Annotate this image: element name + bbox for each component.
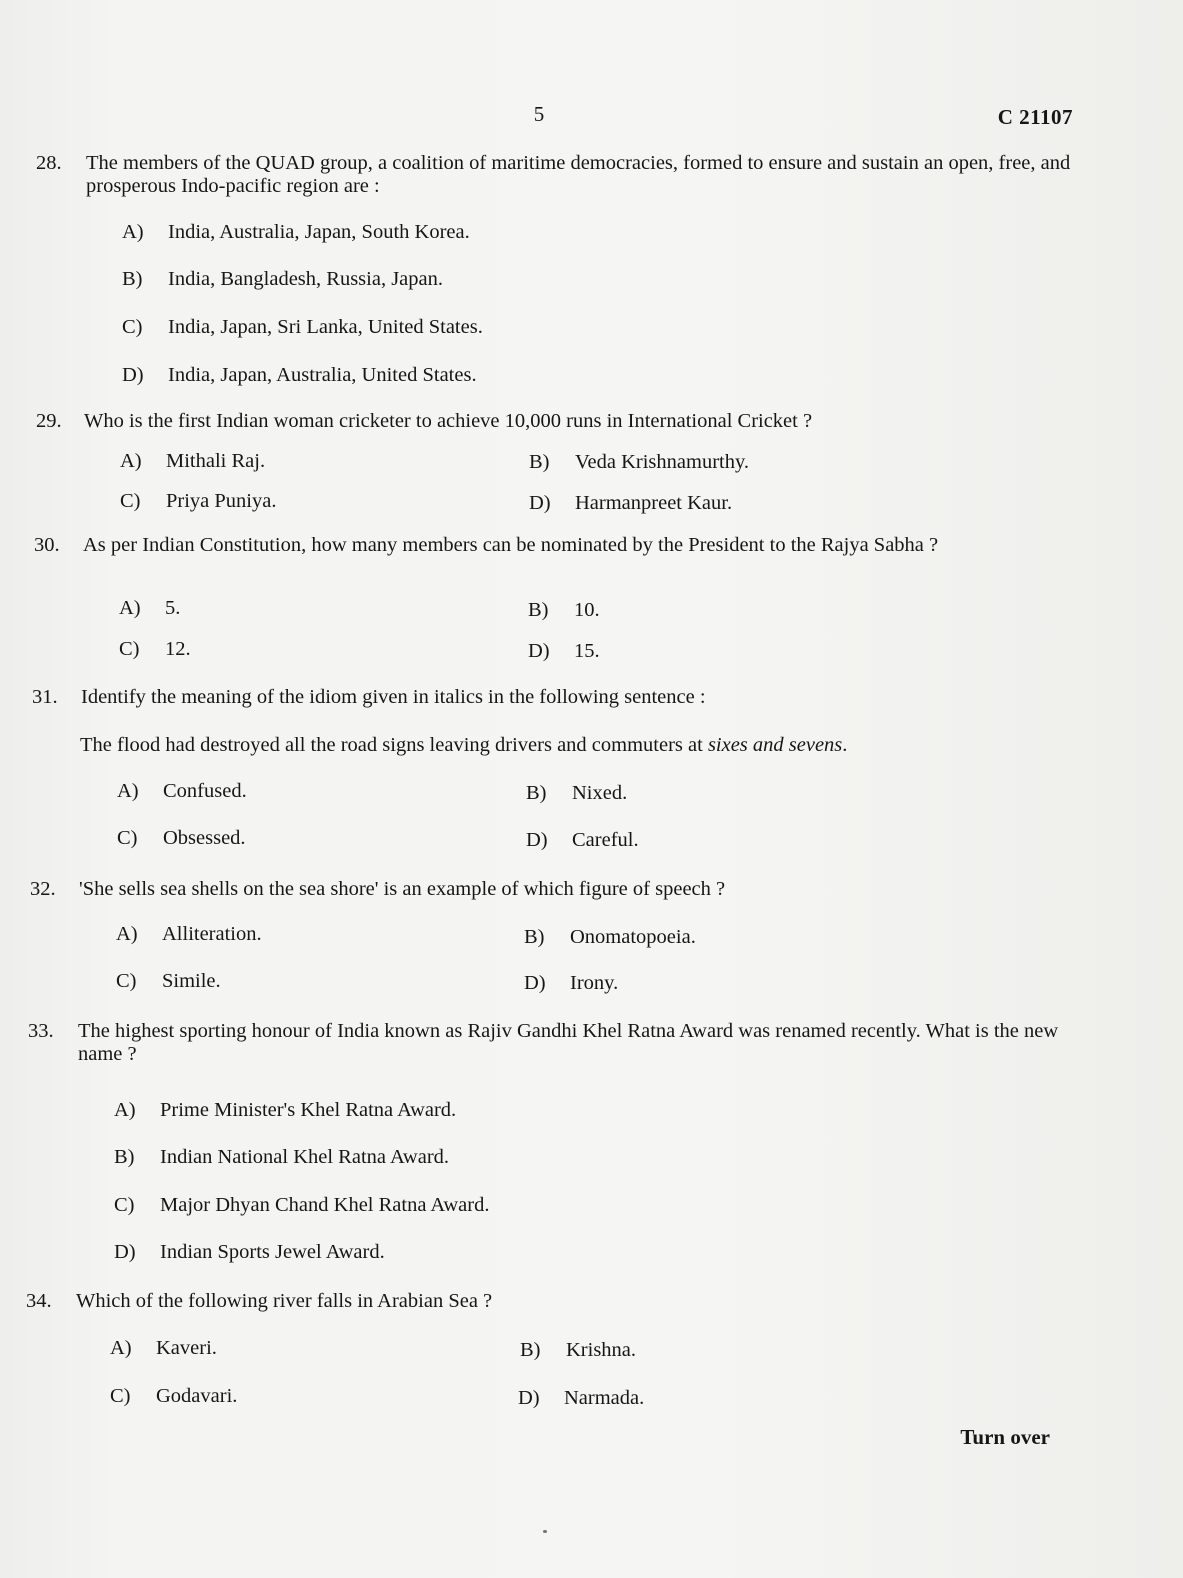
question-33 xyxy=(28,1020,1068,1070)
idiom-sentence: The flood had destroyed all the road signs leaving drivers and commuters at sixes and sevens. xyxy=(80,734,848,756)
question-text: 'She sells sea shells on the sea shore' is an example of which figure of speech ? xyxy=(79,878,726,900)
option-a: A) 5. xyxy=(119,597,181,619)
option-a: A) India, Australia, Japan, South Korea. xyxy=(122,221,470,243)
turn-over-note: Turn over xyxy=(960,1425,1050,1449)
option-d: D) Narmada. xyxy=(518,1387,645,1409)
question-31 xyxy=(32,686,1072,712)
scan-speck xyxy=(543,1530,547,1533)
option-a: A) Alliteration. xyxy=(116,923,262,945)
question-30 xyxy=(34,534,1074,584)
option-c: C) Priya Puniya. xyxy=(120,490,277,512)
option-b: B) Onomatopoeia. xyxy=(524,926,696,948)
paper-code: C 21107 xyxy=(997,105,1073,129)
question-32 xyxy=(30,878,1070,904)
page-number: 5 xyxy=(533,102,545,126)
option-c: C) India, Japan, Sri Lanka, United States. xyxy=(122,316,483,338)
idiom-italic: sixes and sevens xyxy=(707,734,843,756)
option-a: A) Mithali Raj. xyxy=(120,450,266,472)
option-a: A) Prime Minister's Khel Ratna Award. xyxy=(114,1099,457,1121)
question-number: 33. xyxy=(28,1020,54,1042)
option-c: C) Godavari. xyxy=(110,1385,238,1407)
question-text: The highest sporting honour of India known as Rajiv Gandhi Khel Ratna Award was renamed recently. What is the new name ? xyxy=(78,1020,1059,1065)
option-b: B) Indian National Khel Ratna Award. xyxy=(114,1146,450,1168)
option-d: D) Irony. xyxy=(524,972,619,994)
option-b: B) Nixed. xyxy=(526,782,628,804)
option-c: C) 12. xyxy=(119,638,191,660)
option-b: B) Krishna. xyxy=(520,1339,637,1361)
option-b: B) Veda Krishnamurthy. xyxy=(529,451,750,473)
question-number: 31. xyxy=(32,686,58,708)
option-d: D) Harmanpreet Kaur. xyxy=(529,492,733,514)
option-b: B) India, Bangladesh, Russia, Japan. xyxy=(122,268,443,290)
question-number: 30. xyxy=(34,534,60,556)
option-d: D) Indian Sports Jewel Award. xyxy=(114,1241,385,1263)
option-c: C) Simile. xyxy=(116,970,221,992)
option-a: A) Kaveri. xyxy=(110,1337,217,1359)
question-text: The members of the QUAD group, a coalition of maritime democracies, formed to ensure and sustain an open, free, and prosperous Indo-pacific region are : xyxy=(86,152,1071,197)
question-text: Who is the first Indian woman cricketer to achieve 10,000 runs in International Cricket ? xyxy=(84,410,813,432)
option-c: C) Major Dhyan Chand Khel Ratna Award. xyxy=(114,1194,490,1216)
option-b: B) 10. xyxy=(528,599,600,621)
option-a: A) Confused. xyxy=(117,780,247,802)
option-d: D) India, Japan, Australia, United States. xyxy=(122,364,477,386)
question-text: Identify the meaning of the idiom given in italics in the following sentence : xyxy=(81,686,706,708)
question-34 xyxy=(26,1290,1066,1316)
question-28 xyxy=(36,152,1076,202)
option-d: D) Careful. xyxy=(526,829,639,851)
question-text: Which of the following river falls in Arabian Sea ? xyxy=(76,1290,493,1312)
question-number: 28. xyxy=(36,152,62,174)
option-c: C) Obsessed. xyxy=(117,827,246,849)
question-text: As per Indian Constitution, how many members can be nominated by the President to the Rajya Sabha ? xyxy=(83,534,939,556)
question-29 xyxy=(36,410,1076,436)
question-number: 32. xyxy=(30,878,56,900)
question-number: 29. xyxy=(36,410,62,432)
question-number: 34. xyxy=(26,1290,52,1312)
option-d: D) 15. xyxy=(528,640,600,662)
